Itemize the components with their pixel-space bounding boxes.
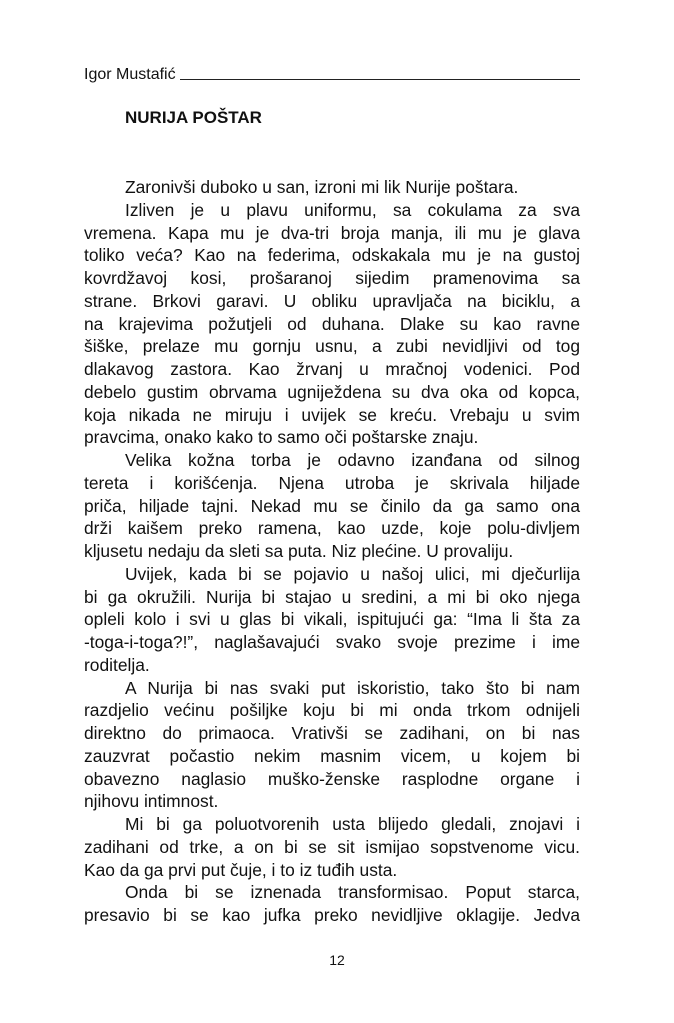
text-line: Mi bi ga poluotvorenih usta blijedo gledali, znojavi i [125,814,580,834]
text-line: opleli kolo i svi u glas bi vikali, ispitujući ga: “Ima li šta za [84,609,580,630]
text-line: Uvijek, kada bi se pojavio u našoj ulici, mi dječurlija [125,563,580,584]
text-line: -toga-i-toga?!”, naglašavajući svako svoje prezime i ime [84,632,580,652]
text-line: Velika kožna torba je odavno izanđana od silnog [125,450,580,470]
text-line: zauzvrat počastio nekim masnim vicem, u kojem bi [84,745,580,766]
text-line: tereta i korišćenja. Njena utroba je skrivala hiljade [84,472,580,493]
text-line: pravcima, onako kako to samo oči poštarske znaju. [84,427,479,448]
text-line: debelo gustim obrvama ugniježdena su dva oka od kopca, [84,381,580,402]
page-number: 12 [329,952,345,968]
text-line: priča, hiljade tajni. Nekad mu se činilo da ga samo ona [84,495,580,516]
text-line: kljusetu nedaju da sleti sa puta. Niz plećine. U provaliju. [84,541,514,561]
text-line: direktno do primaoca. Vrativši se zadihani, on bi nas [84,723,580,743]
running-header [84,64,580,84]
header-author: Igor Mustafić [84,66,176,83]
text-line: bi ga okružili. Nurija bi stajao u sredini, a mi bi oko njega [84,586,580,607]
text-line: dlakavog zastora. Kao žrvanj u mračnoj vodenici. Pod [84,359,580,379]
text-line: koja nikada ne miruju i uvijek se kreću. Vrebaju u svim [84,404,580,425]
text-line: vremena. Kapa mu je dva-tri broja manja, ili mu je glava [84,222,580,243]
text-line: roditelja. [84,654,150,675]
text-line: Onda bi se iznenada transformisao. Poput starca, [125,882,580,903]
body-text [84,176,580,927]
text-line: presavio bi se kao jufka preko nevidljive oklagije. Jedva [84,905,580,925]
text-line: obavezno naglasio muško-ženske rasplodne organe i [84,768,580,789]
text-line: kovrdžavoj kosi, prošaranoj sijedim pramenovima sa [84,268,580,288]
text-line: njihovu intimnost. [84,791,219,812]
text-line: Zaronivši duboko u san, izroni mi lik Nurije poštara. [125,177,519,197]
text-line: šiške, prelaze mu gornju usnu, a zubi nevidljivi od tog [84,336,580,357]
text-line: drži kaišem preko ramena, kao uzde, koje polu-divljem [84,518,580,539]
text-line: strane. Brkovi garavi. U obliku upravljača na biciklu, a [84,290,580,311]
text-line: A Nurija bi nas svaki put iskoristio, tako što bi nam [125,677,580,698]
text-line: razdjelio većinu pošiljke koju bi mi onda trkom odnijeli [84,700,580,721]
chapter-title: NURIJA POŠTAR [125,108,262,127]
text-line: Izliven je u plavu uniformu, sa cokulama za sva [125,199,580,220]
text-line: Kao da ga prvi put čuje, i to iz tuđih usta. [84,859,398,880]
header-rule [180,79,580,80]
text-line: toliko veća? Kao na federima, odskakala mu je na gustoj [84,245,580,266]
text-line: zadihani od trke, a on bi se sit ismijao sopstvenome vicu. [84,836,580,857]
text-line: na krajevima požutjeli od duhana. Dlake su kao ravne [84,313,580,334]
